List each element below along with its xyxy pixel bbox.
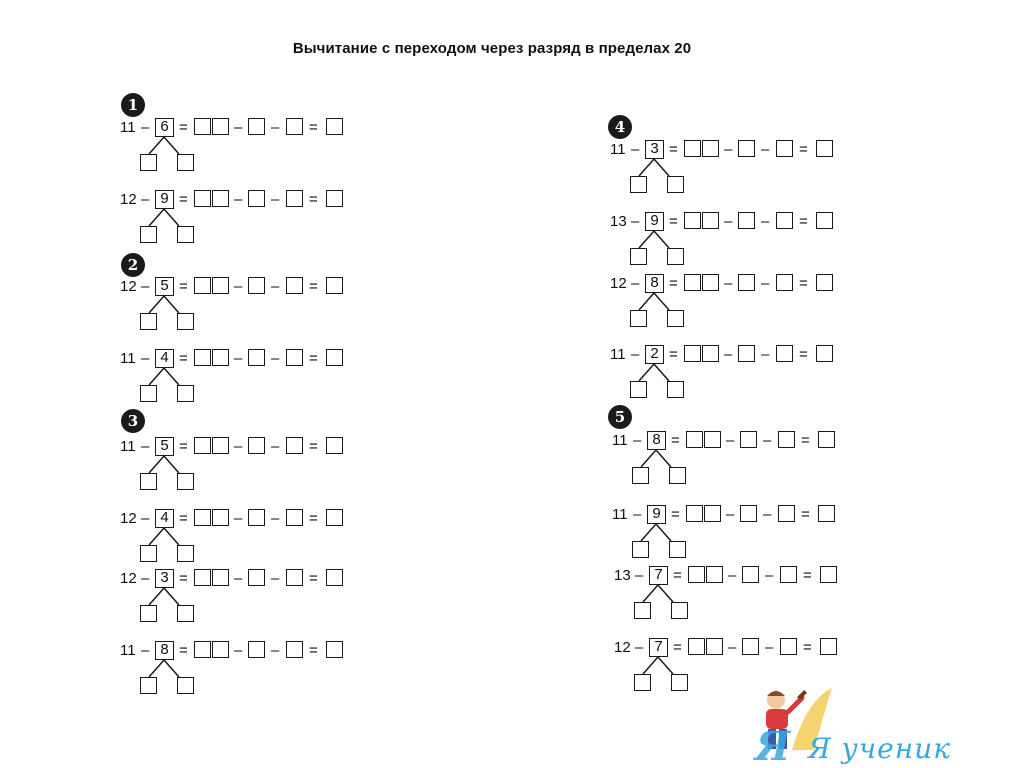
minus-sign: – bbox=[234, 119, 243, 136]
answer-part-box[interactable] bbox=[738, 212, 755, 229]
minuend: 11 bbox=[120, 350, 136, 367]
decomposition-box-left[interactable] bbox=[632, 467, 649, 484]
minus-sign: – bbox=[765, 567, 774, 584]
minuend: 11 bbox=[610, 346, 626, 363]
equals-sign: = bbox=[673, 639, 682, 656]
equals-sign: = bbox=[669, 141, 678, 158]
minus-sign: – bbox=[234, 642, 243, 659]
answer-part-box[interactable] bbox=[286, 437, 303, 454]
result-box[interactable] bbox=[326, 277, 343, 294]
equals-sign: = bbox=[179, 438, 188, 455]
answer-part-box[interactable] bbox=[776, 140, 793, 157]
answer-part-box[interactable] bbox=[286, 509, 303, 526]
minus-sign: – bbox=[728, 639, 737, 656]
exercise-row bbox=[120, 569, 380, 629]
minus-sign: – bbox=[141, 438, 150, 455]
answer-part-box[interactable] bbox=[740, 505, 757, 522]
equals-sign: = bbox=[669, 213, 678, 230]
equals-sign: = bbox=[179, 278, 188, 295]
minus-sign: – bbox=[761, 346, 770, 363]
decomposition-box-left[interactable] bbox=[140, 473, 157, 490]
exercise-row bbox=[612, 505, 872, 565]
equals-sign: = bbox=[309, 191, 318, 208]
result-box[interactable] bbox=[326, 509, 343, 526]
answer-part-box[interactable] bbox=[740, 431, 757, 448]
result-box[interactable] bbox=[816, 140, 833, 157]
minuend: 11 bbox=[610, 141, 626, 158]
decomposition-box-right[interactable] bbox=[177, 605, 194, 622]
result-box[interactable] bbox=[326, 349, 343, 366]
subtrahend-box: 9 bbox=[647, 505, 666, 524]
minus-sign: – bbox=[765, 639, 774, 656]
minus-sign: – bbox=[633, 506, 642, 523]
result-box[interactable] bbox=[818, 431, 835, 448]
exercise-row bbox=[120, 437, 380, 497]
decomposition-box-left[interactable] bbox=[630, 310, 647, 327]
decomposition-box-left[interactable] bbox=[140, 226, 157, 243]
decomposition-box-right[interactable] bbox=[667, 176, 684, 193]
subtrahend-box: 5 bbox=[155, 277, 174, 296]
answer-part-box[interactable] bbox=[286, 569, 303, 586]
decomposition-box-right[interactable] bbox=[671, 602, 688, 619]
section-badge-2: 2 bbox=[121, 253, 145, 277]
equals-sign: = bbox=[799, 141, 808, 158]
answer-part-box[interactable] bbox=[248, 190, 265, 207]
minuend: 11 bbox=[612, 432, 628, 449]
equals-sign: = bbox=[309, 510, 318, 527]
answer-part-box[interactable] bbox=[248, 277, 265, 294]
equals-sign: = bbox=[801, 506, 810, 523]
equals-sign: = bbox=[803, 567, 812, 584]
equals-sign: = bbox=[309, 642, 318, 659]
exercise-row bbox=[120, 509, 380, 569]
equals-sign: = bbox=[669, 275, 678, 292]
result-box[interactable] bbox=[326, 118, 343, 135]
minus-sign: – bbox=[271, 350, 280, 367]
minus-sign: – bbox=[728, 567, 737, 584]
subtrahend-box: 9 bbox=[645, 212, 664, 231]
result-box[interactable] bbox=[326, 437, 343, 454]
answer-part-box[interactable] bbox=[742, 566, 759, 583]
section-badge-1: 1 bbox=[121, 93, 145, 117]
minuend: 12 bbox=[120, 278, 137, 295]
minus-sign: – bbox=[234, 510, 243, 527]
subtrahend-box: 8 bbox=[155, 641, 174, 660]
answer-part-box[interactable] bbox=[248, 118, 265, 135]
minus-sign: – bbox=[724, 141, 733, 158]
answer-part-box[interactable] bbox=[286, 190, 303, 207]
equals-sign: = bbox=[309, 119, 318, 136]
equals-sign: = bbox=[801, 432, 810, 449]
equals-sign: = bbox=[179, 119, 188, 136]
minus-sign: – bbox=[271, 119, 280, 136]
answer-part-box[interactable] bbox=[776, 212, 793, 229]
minus-sign: – bbox=[761, 141, 770, 158]
answer-part-box[interactable] bbox=[778, 431, 795, 448]
decomposition-box-left[interactable] bbox=[140, 545, 157, 562]
decomposition-box-right[interactable] bbox=[177, 545, 194, 562]
section-badge-4: 4 bbox=[608, 115, 632, 139]
minus-sign: – bbox=[724, 346, 733, 363]
equals-sign: = bbox=[803, 639, 812, 656]
decomposition-box-left[interactable] bbox=[140, 154, 157, 171]
minus-sign: – bbox=[761, 213, 770, 230]
decomposition-box-right[interactable] bbox=[669, 467, 686, 484]
minus-sign: – bbox=[726, 506, 735, 523]
equals-sign: = bbox=[179, 191, 188, 208]
minus-sign: – bbox=[271, 438, 280, 455]
answer-part-box[interactable] bbox=[286, 277, 303, 294]
minus-sign: – bbox=[633, 432, 642, 449]
result-box[interactable] bbox=[820, 638, 837, 655]
minuend: 12 bbox=[120, 570, 137, 587]
answer-part-box[interactable] bbox=[248, 349, 265, 366]
equals-sign: = bbox=[309, 570, 318, 587]
decomposition-box-left[interactable] bbox=[630, 381, 647, 398]
minus-sign: – bbox=[635, 567, 644, 584]
exercise-row bbox=[614, 566, 874, 626]
subtrahend-box: 2 bbox=[645, 345, 664, 364]
answer-part-box[interactable] bbox=[738, 345, 755, 362]
equals-sign: = bbox=[671, 432, 680, 449]
minus-sign: – bbox=[234, 570, 243, 587]
minus-sign: – bbox=[631, 141, 640, 158]
minuend: 12 bbox=[614, 639, 631, 656]
subtrahend-box: 7 bbox=[649, 638, 668, 657]
decomposition-box-right[interactable] bbox=[667, 381, 684, 398]
minus-sign: – bbox=[271, 570, 280, 587]
minus-sign: – bbox=[271, 510, 280, 527]
minus-sign: – bbox=[141, 570, 150, 587]
answer-part-box[interactable] bbox=[738, 274, 755, 291]
exercise-row bbox=[120, 190, 380, 250]
result-box[interactable] bbox=[326, 190, 343, 207]
decomposition-box-right[interactable] bbox=[667, 310, 684, 327]
equals-sign: = bbox=[179, 642, 188, 659]
equals-sign: = bbox=[671, 506, 680, 523]
minus-sign: – bbox=[761, 275, 770, 292]
exercise-row bbox=[610, 274, 870, 334]
result-box[interactable] bbox=[816, 274, 833, 291]
result-box[interactable] bbox=[816, 345, 833, 362]
answer-part-box[interactable] bbox=[742, 638, 759, 655]
equals-sign: = bbox=[799, 346, 808, 363]
decomposition-box-left[interactable] bbox=[630, 176, 647, 193]
minuend: 12 bbox=[610, 275, 627, 292]
exercise-row bbox=[610, 212, 870, 272]
decomposition-box-left[interactable] bbox=[634, 674, 651, 691]
minus-sign: – bbox=[141, 510, 150, 527]
minus-sign: – bbox=[724, 275, 733, 292]
decomposition-box-right[interactable] bbox=[177, 473, 194, 490]
exercise-row bbox=[120, 641, 380, 701]
decomposition-box-left[interactable] bbox=[140, 313, 157, 330]
answer-part-box[interactable] bbox=[286, 641, 303, 658]
subtrahend-box: 6 bbox=[155, 118, 174, 137]
minuend: 11 bbox=[120, 642, 136, 659]
subtrahend-box: 8 bbox=[645, 274, 664, 293]
minus-sign: – bbox=[726, 432, 735, 449]
answer-part-box[interactable] bbox=[286, 118, 303, 135]
minuend: 13 bbox=[610, 213, 627, 230]
equals-sign: = bbox=[673, 567, 682, 584]
equals-sign: = bbox=[309, 278, 318, 295]
answer-part-box[interactable] bbox=[780, 638, 797, 655]
minus-sign: – bbox=[141, 119, 150, 136]
decomposition-box-right[interactable] bbox=[177, 677, 194, 694]
minus-sign: – bbox=[635, 639, 644, 656]
exercise-row bbox=[120, 118, 380, 178]
result-box[interactable] bbox=[326, 641, 343, 658]
exercise-row bbox=[610, 140, 870, 200]
minus-sign: – bbox=[631, 346, 640, 363]
minus-sign: – bbox=[234, 191, 243, 208]
decomposition-box-right[interactable] bbox=[669, 541, 686, 558]
equals-sign: = bbox=[179, 570, 188, 587]
minus-sign: – bbox=[631, 275, 640, 292]
minus-sign: – bbox=[234, 438, 243, 455]
subtrahend-box: 3 bbox=[155, 569, 174, 588]
exercise-row bbox=[120, 277, 380, 337]
minus-sign: – bbox=[141, 191, 150, 208]
answer-part-box[interactable] bbox=[248, 569, 265, 586]
decomposition-box-right[interactable] bbox=[177, 154, 194, 171]
answer-part-box[interactable] bbox=[286, 349, 303, 366]
equals-sign: = bbox=[669, 346, 678, 363]
equals-sign: = bbox=[179, 510, 188, 527]
minuend: 11 bbox=[120, 119, 136, 136]
decomposition-box-right[interactable] bbox=[667, 248, 684, 265]
result-box[interactable] bbox=[816, 212, 833, 229]
minuend: 11 bbox=[612, 506, 628, 523]
minus-sign: – bbox=[234, 350, 243, 367]
page-title: Вычитание с переходом через разряд в пределах 20 bbox=[292, 40, 692, 57]
decomposition-box-left[interactable] bbox=[634, 602, 651, 619]
minuend: 13 bbox=[614, 567, 631, 584]
exercise-row bbox=[120, 349, 380, 409]
minus-sign: – bbox=[141, 278, 150, 295]
logo-text: Я ученик bbox=[808, 732, 951, 765]
decomposition-box-right[interactable] bbox=[671, 674, 688, 691]
decomposition-box-right[interactable] bbox=[177, 313, 194, 330]
minus-sign: – bbox=[141, 642, 150, 659]
decomposition-box-left[interactable] bbox=[632, 541, 649, 558]
section-badge-5: 5 bbox=[608, 405, 632, 429]
minus-sign: – bbox=[141, 350, 150, 367]
equals-sign: = bbox=[799, 275, 808, 292]
exercise-row bbox=[612, 431, 872, 491]
minuend: 11 bbox=[120, 438, 136, 455]
minus-sign: – bbox=[234, 278, 243, 295]
minus-sign: – bbox=[271, 191, 280, 208]
equals-sign: = bbox=[799, 213, 808, 230]
section-badge-3: 3 bbox=[121, 409, 145, 433]
minuend: 12 bbox=[120, 510, 137, 527]
subtrahend-box: 4 bbox=[155, 509, 174, 528]
answer-part-box[interactable] bbox=[780, 566, 797, 583]
minus-sign: – bbox=[271, 278, 280, 295]
subtrahend-box: 7 bbox=[649, 566, 668, 585]
minus-sign: – bbox=[763, 432, 772, 449]
answer-part-box[interactable] bbox=[776, 274, 793, 291]
subtrahend-box: 3 bbox=[645, 140, 664, 159]
answer-part-box[interactable] bbox=[248, 437, 265, 454]
subtrahend-box: 4 bbox=[155, 349, 174, 368]
minus-sign: – bbox=[724, 213, 733, 230]
answer-part-box[interactable] bbox=[778, 505, 795, 522]
answer-part-box[interactable] bbox=[738, 140, 755, 157]
answer-part-box[interactable] bbox=[248, 509, 265, 526]
equals-sign: = bbox=[179, 350, 188, 367]
answer-part-box[interactable] bbox=[248, 641, 265, 658]
result-box[interactable] bbox=[326, 569, 343, 586]
subtrahend-box: 5 bbox=[155, 437, 174, 456]
decomposition-box-left[interactable] bbox=[140, 605, 157, 622]
decomposition-box-left[interactable] bbox=[140, 385, 157, 402]
subtrahend-box: 8 bbox=[647, 431, 666, 450]
minus-sign: – bbox=[271, 642, 280, 659]
decomposition-box-left[interactable] bbox=[630, 248, 647, 265]
svg-text:Я: Я bbox=[755, 723, 791, 764]
minuend: 12 bbox=[120, 191, 137, 208]
equals-sign: = bbox=[309, 350, 318, 367]
decomposition-box-right[interactable] bbox=[177, 385, 194, 402]
result-box[interactable] bbox=[820, 566, 837, 583]
answer-part-box[interactable] bbox=[776, 345, 793, 362]
minus-sign: – bbox=[763, 506, 772, 523]
decomposition-box-left[interactable] bbox=[140, 677, 157, 694]
minus-sign: – bbox=[631, 213, 640, 230]
decomposition-box-right[interactable] bbox=[177, 226, 194, 243]
subtrahend-box: 9 bbox=[155, 190, 174, 209]
exercise-row bbox=[610, 345, 870, 405]
equals-sign: = bbox=[309, 438, 318, 455]
result-box[interactable] bbox=[818, 505, 835, 522]
